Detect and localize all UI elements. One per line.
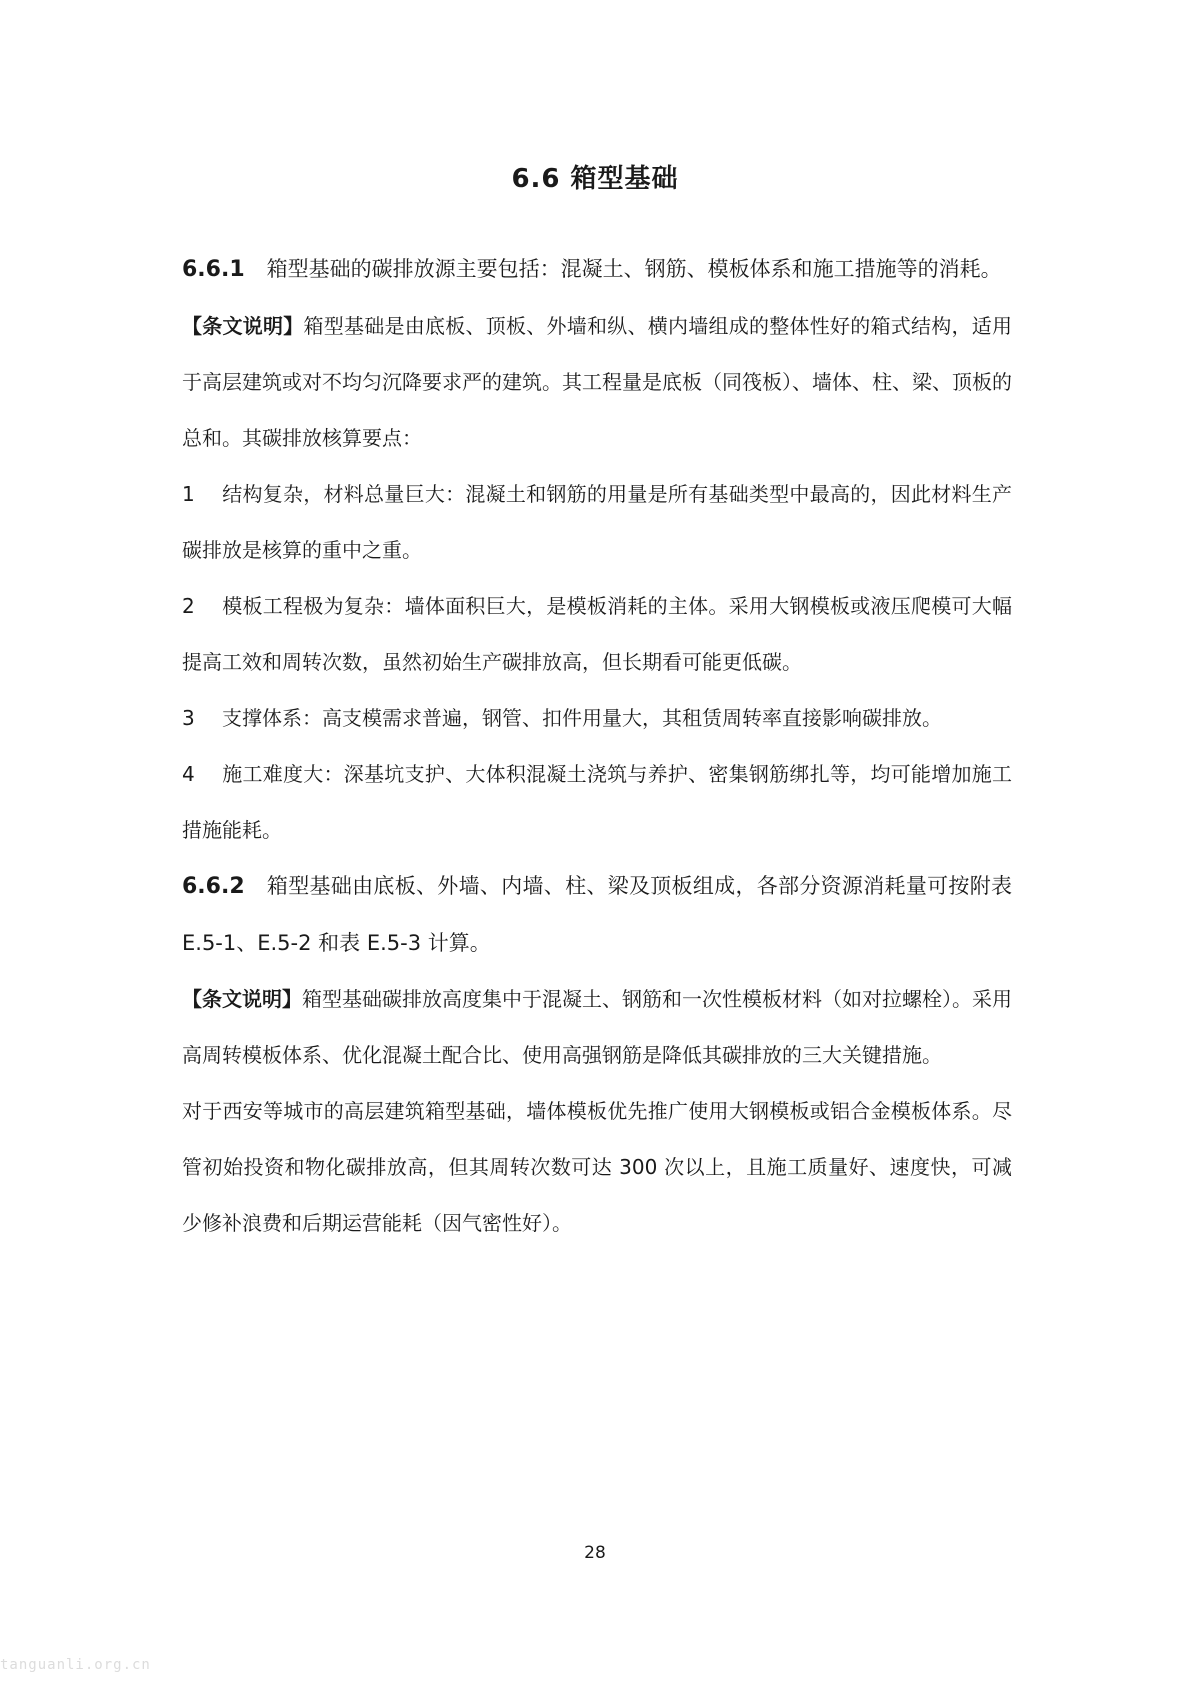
item-number: 2 xyxy=(182,594,195,618)
section-title: 6.6 箱型基础 xyxy=(511,164,679,194)
item-number: 4 xyxy=(182,762,195,786)
item-number: 1 xyxy=(182,482,195,506)
watermark-text: tanguanli.org.cn xyxy=(0,1657,151,1673)
explanatory-note-2 xyxy=(182,971,1012,1083)
clause-number: 6.6.1 xyxy=(182,257,245,282)
clause-text: 箱型基础由底板、外墙、内墙、柱、梁及顶板组成，各部分资源消耗量可按附表 E.5-1、E.5-2 和表 E.5-3 计算。 xyxy=(182,874,1012,955)
item-number: 3 xyxy=(182,706,195,730)
clause-6-6-1 xyxy=(182,241,1012,298)
item-text: 支撑体系：高支模需求普遍，钢管、扣件用量大，其租赁周转率直接影响碳排放。 xyxy=(222,706,942,730)
item-text: 施工难度大：深基坑支护、大体积混凝土浇筑与养护、密集钢筋绑扎等，均可能增加施工措施能耗。 xyxy=(182,762,1012,842)
note-label: 【条文说明】 xyxy=(182,314,304,338)
explanatory-note-1 xyxy=(182,298,1012,466)
note-item-3 xyxy=(182,690,1012,746)
item-text: 模板工程极为复杂：墙体面积巨大，是模板消耗的主体。采用大钢模板或液压爬模可大幅提高工效和周转次数，虽然初始生产碳排放高，但长期看可能更低碳。 xyxy=(182,594,1012,674)
clause-number: 6.6.2 xyxy=(182,874,245,899)
note-item-4 xyxy=(182,746,1012,858)
note-label: 【条文说明】 xyxy=(182,987,302,1011)
page-number: 28 xyxy=(584,1543,606,1563)
note-text: 箱型基础碳排放高度集中于混凝土、钢筋和一次性模板材料（如对拉螺栓）。采用高周转模板体系、优化混凝土配合比、使用高强钢筋是降低其碳排放的三大关键措施。 xyxy=(182,987,1012,1067)
item-text: 结构复杂，材料总量巨大：混凝土和钢筋的用量是所有基础类型中最高的，因此材料生产碳排放是核算的重中之重。 xyxy=(182,482,1012,562)
note-item-1 xyxy=(182,466,1012,578)
note-text: 箱型基础是由底板、顶板、外墙和纵、横内墙组成的整体性好的箱式结构，适用于高层建筑或对不均匀沉降要求严的建筑。其工程量是底板（同筏板）、墙体、柱、梁、顶板的总和。其碳排放核算要点： xyxy=(182,314,1012,450)
clause-6-6-2 xyxy=(182,858,1012,971)
clause-text: 箱型基础的碳排放源主要包括：混凝土、钢筋、模板体系和施工措施等的消耗。 xyxy=(266,257,1002,281)
note-item-2 xyxy=(182,578,1012,690)
page-content xyxy=(182,241,1012,1251)
note-paragraph: 对于西安等城市的高层建筑箱型基础，墙体模板优先推广使用大钢模板或铝合金模板体系。尽管初始投资和物化碳排放高，但其周转次数可达 300 次以上，且施工质量好、速度快，可减少修补浪费和后期运营能耗（因气密性好）。 xyxy=(182,1099,1012,1235)
